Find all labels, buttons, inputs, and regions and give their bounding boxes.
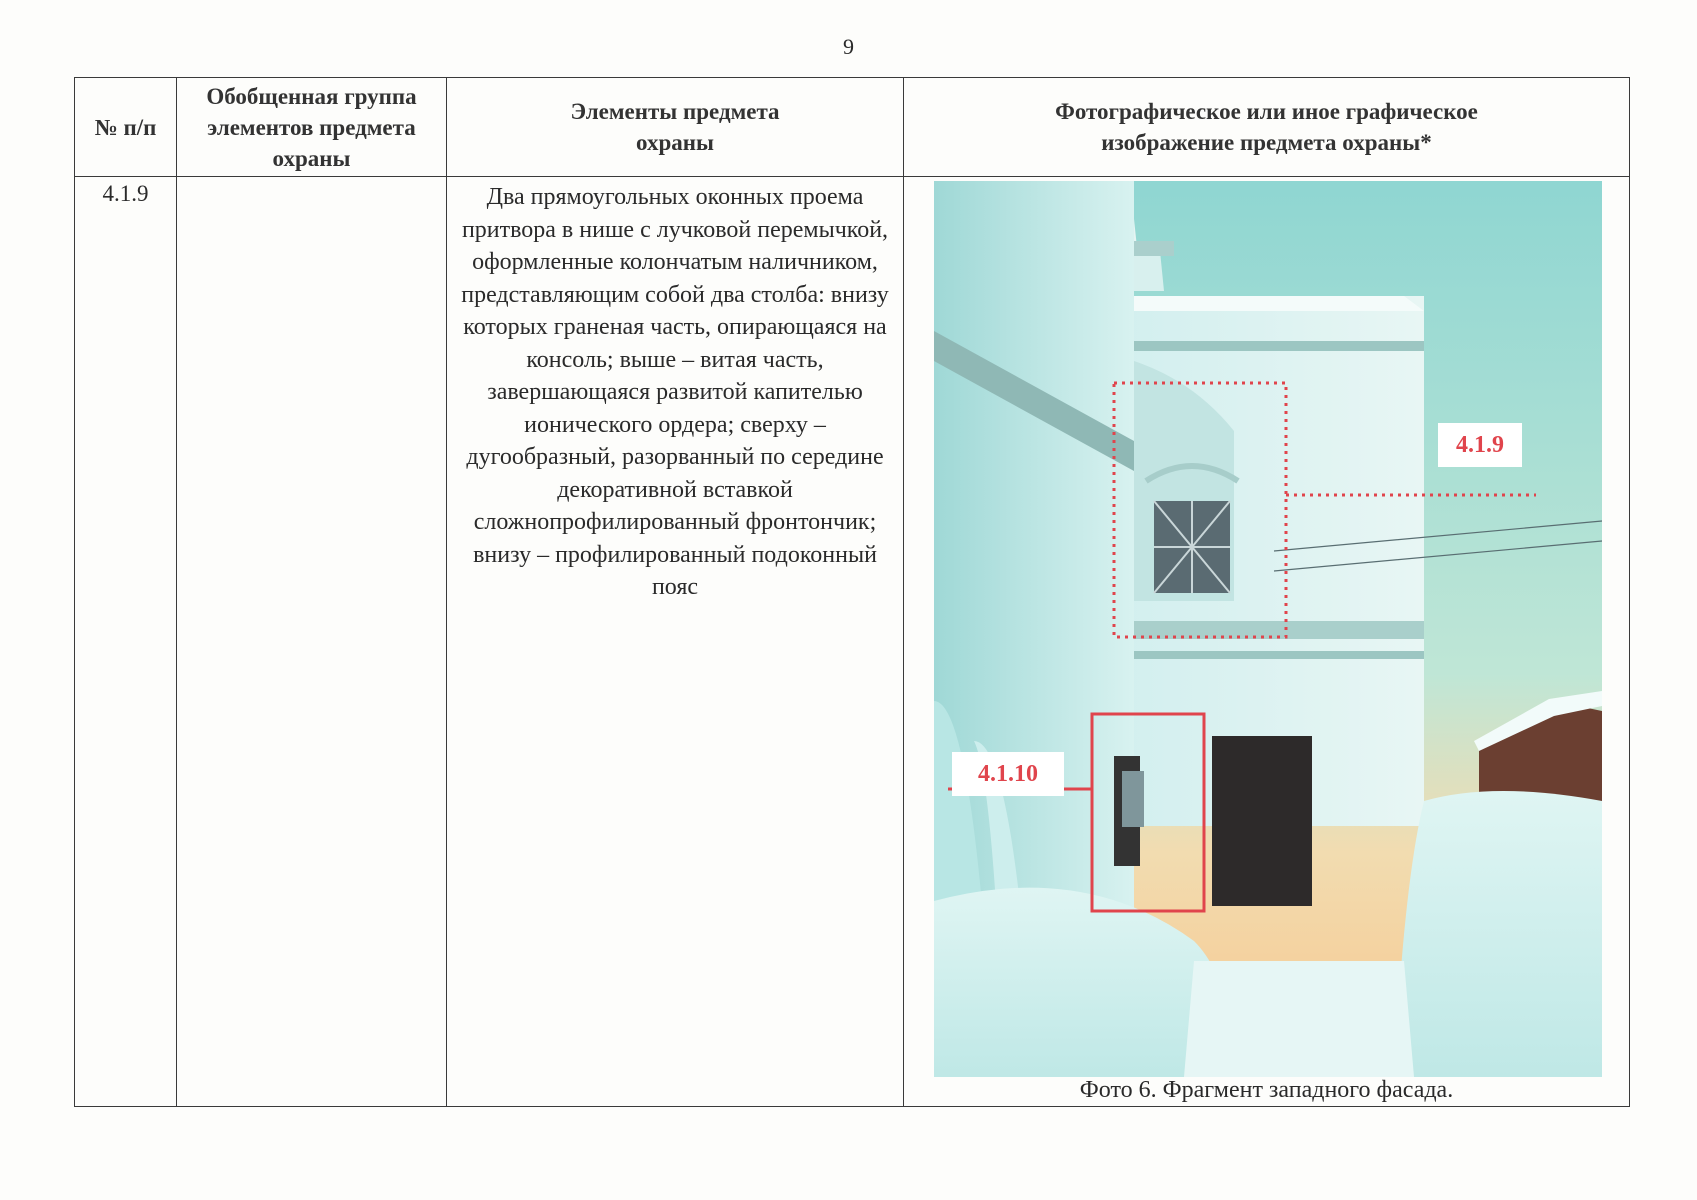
row-group: [177, 177, 447, 1107]
photo-caption: Фото 6. Фрагмент западного фасада.: [1079, 1077, 1454, 1103]
photo-label-primary: 4.1.9: [1438, 423, 1522, 467]
page-number: 9: [843, 34, 854, 59]
row-number: 4.1.9: [75, 177, 177, 1107]
facade-photo: [934, 181, 1602, 1077]
table-row: [75, 177, 1630, 1107]
door: [1212, 736, 1312, 906]
header-elements: Элементы предмета охраны: [447, 78, 904, 177]
header-image: Фотографическое или иное графическое изображение предмета охраны*: [904, 78, 1630, 177]
snow-drift-right: [1394, 791, 1602, 1077]
protection-table: [74, 77, 1630, 1107]
header-group: Обобщенная группа элементов предмета охраны: [177, 78, 447, 177]
row-photo-cell: [904, 177, 1630, 1107]
table-header-row: [75, 78, 1630, 177]
row-elements-description: Два прямоугольных оконных проема притвора в нише с лучковой перемычкой, оформленные колончатым наличником, представляющим собой два столба: внизу которых граненая часть, опирающаяся на консоль; выше – витая часть, завершающаяся развитой капителью ионического ордера; сверху – дугообразный, разорванный по середине декоративной вставкой сложнопрофилированный фронтончик; внизу – профилированный подоконный пояс: [447, 177, 904, 1107]
header-num: № п/п: [75, 78, 177, 177]
photo-label-secondary: 4.1.10: [952, 752, 1064, 796]
